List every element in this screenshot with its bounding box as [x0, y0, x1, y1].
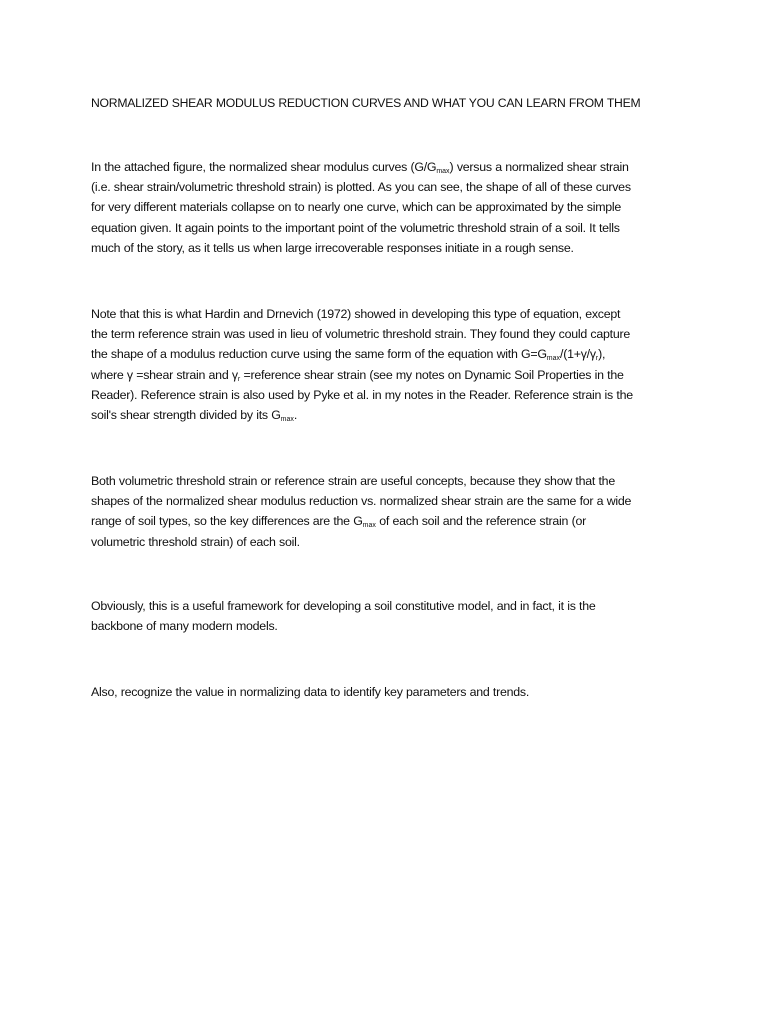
text-line: for very different materials collapse on to nearly one curve, which can be approximated by the simple [91, 200, 622, 215]
text-line: backbone of many modern models. [91, 619, 278, 634]
text-line: much of the story, as it tells us when large irrecoverable responses initiate in a rough sense. [91, 240, 574, 255]
text-line: range of soil types, so the key differences are the $G_{max}$ of each soil and the reference strain (or [91, 514, 586, 530]
text-line: the shape of a modulus reduction curve using the same form of the equation with $G=G_{max}/(1+\gamma/\gamma_r)$, [91, 347, 606, 363]
text-line: Note that this is what Hardin and Drnevich (1972) showed in developing this type of equation, except [91, 307, 621, 321]
text-line: In the attached figure, the normalized shear modulus curves $(G/G_{max})$ versus a normalized shear strain [91, 160, 629, 175]
paragraph-figure-description [91, 157, 711, 258]
paragraph-reference-strain [91, 471, 711, 552]
text-line: equation given. It again points to the important point of the volumetric threshold strain of a soil. It tells [91, 220, 620, 235]
text-line: volumetric threshold strain) of each soil. [91, 534, 300, 549]
text-line: soil's shear strength divided by its $G_{max}$. [91, 408, 298, 424]
text-line: Also, recognize the value in normalizing data to identify key parameters and trends. [91, 685, 530, 699]
paragraph-framework [91, 596, 711, 636]
text-line: the term reference strain was used in lieu of volumetric threshold strain. They found they could capture [91, 327, 630, 342]
text-line: shapes of the normalized shear modulus reduction vs. normalized shear strain are the same for a wide [91, 494, 632, 509]
text-line: Both volumetric threshold strain or reference strain are useful concepts, because they show that the [91, 474, 615, 488]
paragraph-normalizing [91, 682, 711, 702]
document-title: NORMALIZED SHEAR MODULUS REDUCTION CURVES AND WHAT YOU CAN LEARN FROM THEM [91, 96, 641, 110]
paragraph-hardin-drnevich [91, 304, 711, 425]
text-line: (i.e. shear strain/volumetric threshold strain) is plotted. As you can see, the shape of all of these curves [91, 180, 631, 195]
text-line: where γ =shear strain and $\gamma_r$ =reference shear strain (see my notes on Dynamic Soil Properties in the [91, 367, 624, 383]
text-line: Reader). Reference strain is also used by Pyke et al. in my notes in the Reader. Reference strain is the [91, 387, 633, 402]
text-line: Obviously, this is a useful framework for developing a soil constitutive model, and in fact, it is the [91, 599, 596, 613]
